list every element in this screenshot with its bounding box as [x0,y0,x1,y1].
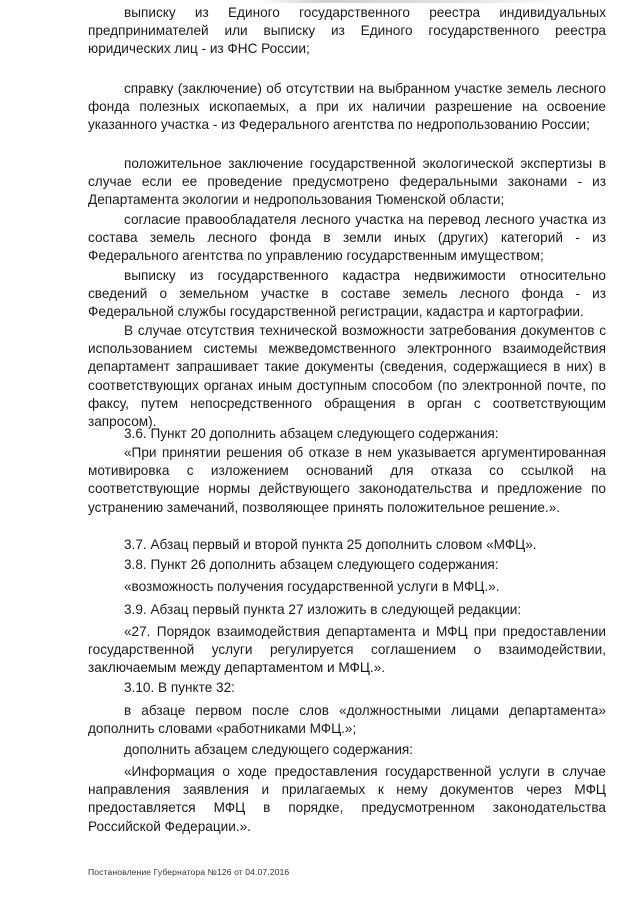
paragraph-first-clause-addition: в абзаце первом после слов «должностными лицами департамента» дополнить словами «работниками МФЦ.»; [88,703,606,737]
paragraph-mfc-possibility: «возможность получения государственной услуги в МФЦ.». [124,579,500,594]
paragraph-supplement: дополнить абзацем следующего содержания: [124,742,414,757]
paragraph-no-technical-possibility: В случае отсутствия технической возможности затребования документов с использованием системы межведомственного электронного взаимодействия департамент запрашивает такие документы (сведения, содержащиеся в них) в соответствующих органах иным доступным способом (по электронной почте, по факсу, путем непосредственного обращения в орган с соответствующим запросом). [88,323,606,430]
paragraph-egrip-extract: выписку из Единого государственного реестра индивидуальных предпринимателей или выписку из Единого государственного реестра юридических лиц - из ФНС России; [88,5,606,57]
paragraph-item-3-9: 3.9. Абзац первый пункта 27 изложить в следующей редакции: [124,602,522,617]
paragraph-item-3-8: 3.8. Пункт 26 дополнить абзацем следующего содержания: [124,557,499,572]
paragraph-item-3-6: 3.6. Пункт 20 дополнить абзацем следующего содержания: [124,426,499,441]
scan-artifact [258,0,578,3]
paragraph-item-3-10: 3.10. В пункте 32: [124,680,235,695]
paragraph-ecology-expertise: положительное заключение государственной экологической экспертизы в случае если ее проведение предусмотрено федеральными законами - из Департамента экологии и недропользования Тюменской области; [88,156,606,208]
paragraph-interaction-order: «27. Порядок взаимодействия департамента и МФЦ при предоставлении государственной услуги регулируется соглашением о взаимодействии, заключаемым между департаментом и МФЦ.». [88,624,606,676]
paragraph-refusal-decision: «При принятии решения об отказе в нем указывается аргументированная мотивировка с изложением оснований для отказа со ссылкой на соответствующие нормы действующего законодательства и предложение по устранению замечаний, позволяющее принять положительное решение.». [88,445,606,515]
paragraph-minerals-certificate: справку (заключение) об отсутствии на выбранном участке земель лесного фонда полезных ископаемых, а при их наличии разрешение на освоение указанного участка - из Федерального агентства по недропользованию России; [88,81,606,133]
document-footer: Постановление Губернатора №126 от 04.07.2016 [88,867,290,877]
paragraph-item-3-7: 3.7. Абзац первый и второй пункта 25 дополнить словом «МФЦ». [124,537,537,552]
paragraph-progress-information: «Информация о ходе предоставления государственной услуги в случае направления заявления и прилагаемых к нему документов через МФЦ предоставляется МФЦ в порядке, предусмотренном законодательства Российской Федерации.». [88,764,606,834]
paragraph-rightholder-consent: согласие правообладателя лесного участка на перевод лесного участка из состава земель лесного фонда в земли иных (других) категорий - из Федерального агентства по управлению государственным имуществом; [88,212,606,264]
paragraph-cadastre-extract: выписку из государственного кадастра недвижимости относительно сведений о земельном участке в составе земель лесного фонда - из Федеральной службы государственной регистрации, кадастра и картографии. [88,268,606,320]
